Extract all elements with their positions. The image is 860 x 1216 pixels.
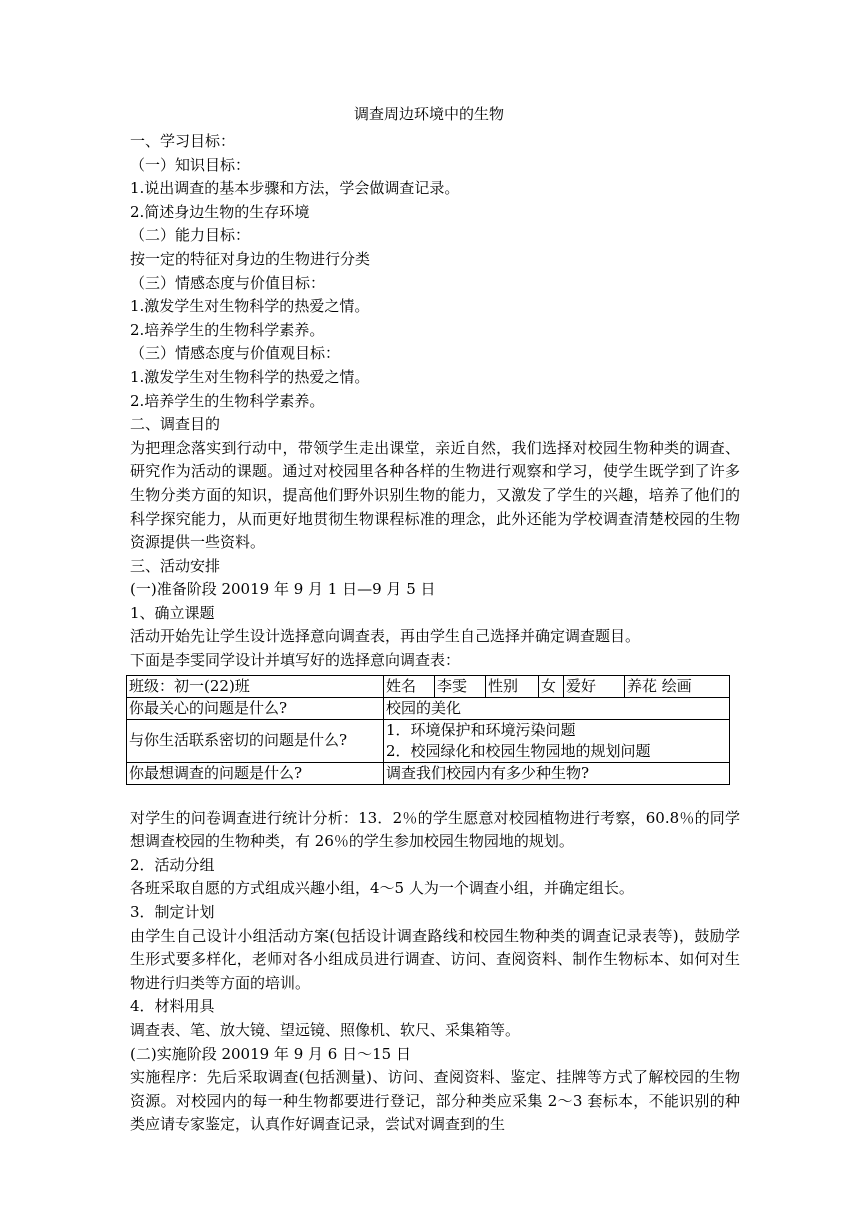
text-line: 调查表、笔、放大镜、望远镜、照像机、软尺、采集箱等。 <box>130 1021 521 1039</box>
table-cell: 养花 绘画 <box>625 675 730 697</box>
table-cell: 与你生活联系密切的问题是什么? <box>127 719 384 762</box>
paragraph-purpose: 为把理念落实到行动中，带领学生走出课堂，亲近自然，我们选择对校园生物种类的调查、研究作为活动的课题。通过对校园里各种各样的生物进行观察和学习，使学生既学到了许多生物分类方面的知识，提高他们野外识别生物的能力，又激发了学生的兴趣，培养了他们的科学探究能力，从而更好地贯彻生物课程标准的理念，此外还能为学校调查清楚校园的生物资源提供一些资料。 <box>130 438 740 552</box>
text-line: 2.培养学生的生物科学素养。 <box>130 320 325 339</box>
spacer <box>130 785 740 807</box>
subheading-topic: 1、确立课题 <box>130 603 215 622</box>
paragraph-implementation: 实施程序：先后采取调查(包括测量)、访问、查阅资料、鉴定、挂牌等方式了解校园的生物资源。对校园内的每一种生物都要进行登记，部分种类应采集 2～3 套标本，不能识别的种类应请专家鉴定，认真作好调查记录，尝试对调查到的生 <box>130 1068 740 1134</box>
table-cell <box>384 719 730 762</box>
subheading-grouping: 2．活动分组 <box>130 855 215 874</box>
table-cell: 李雯 <box>435 675 486 697</box>
table-cell: 你最想调查的问题是什么? <box>127 762 384 784</box>
subheading-attitude: （三）情感态度与价值目标： <box>130 273 326 292</box>
subheading-ability: （二）能力目标： <box>130 226 251 245</box>
subheading-knowledge: （一）知识目标： <box>130 155 251 174</box>
table-cell: 调查我们校园内有多少种生物? <box>384 762 730 784</box>
table-cell: 姓名 <box>384 675 435 697</box>
answer-line: 2．校园绿化和校园生物园地的规划问题 <box>386 741 651 760</box>
survey-table <box>126 675 730 785</box>
paragraph-plan: 由学生自己设计小组活动方案(包括设计调查路线和校园生物种类的调查记录表等)，鼓励学生形式要多样化，老师对各小组成员进行调查、访问、查阅资料、制作生物标本、如何对生物进行归类等方面的培训。 <box>130 926 740 992</box>
document-title: 调查周边环境中的生物 <box>353 105 504 123</box>
text-line: 1.激发学生对生物科学的热爱之情。 <box>130 297 370 316</box>
subheading-implementation: (二)实施阶段 20019 年 9 月 6 日～15 日 <box>130 1044 411 1063</box>
table-cell: 爱好 <box>564 675 625 697</box>
heading-learning-goals: 一、学习目标： <box>130 132 236 150</box>
text-line: 1.说出调查的基本步骤和方法，学会做调查记录。 <box>130 179 460 198</box>
heading-survey-purpose: 二、调查目的 <box>130 415 221 434</box>
text-line: 活动开始先让学生设计选择意向调查表，再由学生自己选择并确定调查题目。 <box>130 627 641 646</box>
subheading-values: （三）情感态度与价值观目标： <box>130 344 341 363</box>
answer-line: 1．环境保护和环境污染问题 <box>386 720 576 739</box>
text-line: 各班采取自愿的方式组成兴趣小组，4～5 人为一个调查小组，并确定组长。 <box>130 879 634 898</box>
table-row <box>127 697 730 719</box>
heading-activity-arrangement: 三、活动安排 <box>130 556 221 575</box>
table-cell: 班级：初一(22)班 <box>127 675 384 697</box>
subheading-preparation: (一)准备阶段 20019 年 9 月 1 日—9 月 5 日 <box>130 580 436 599</box>
table-cell: 你最关心的问题是什么? <box>127 697 384 719</box>
text-line: 按一定的特征对身边的生物进行分类 <box>130 249 371 268</box>
table-row <box>127 762 730 784</box>
text-line: 2.简述身边生物的生存环境 <box>130 202 310 221</box>
paragraph-statistics: 对学生的问卷调查进行统计分析：13．2％的学生愿意对校园植物进行考察，60.8％的同学想调查校园的生物种类，有 26％的学生参加校园生物园地的规划。 <box>130 808 740 851</box>
text-line: 1.激发学生对生物科学的热爱之情。 <box>130 367 370 386</box>
table-cell: 校园的美化 <box>384 697 730 719</box>
table-cell: 性别 <box>486 675 539 697</box>
document-page <box>130 98 740 1137</box>
table-cell: 女 <box>539 675 564 697</box>
text-line: 下面是李雯同学设计并填写好的选择意向调查表： <box>130 651 461 670</box>
table-row <box>127 719 730 762</box>
table-row <box>127 675 730 697</box>
subheading-plan: 3．制定计划 <box>130 903 215 922</box>
subheading-materials: 4．材料用具 <box>130 997 215 1016</box>
text-line: 2.培养学生的生物科学素养。 <box>130 391 325 410</box>
